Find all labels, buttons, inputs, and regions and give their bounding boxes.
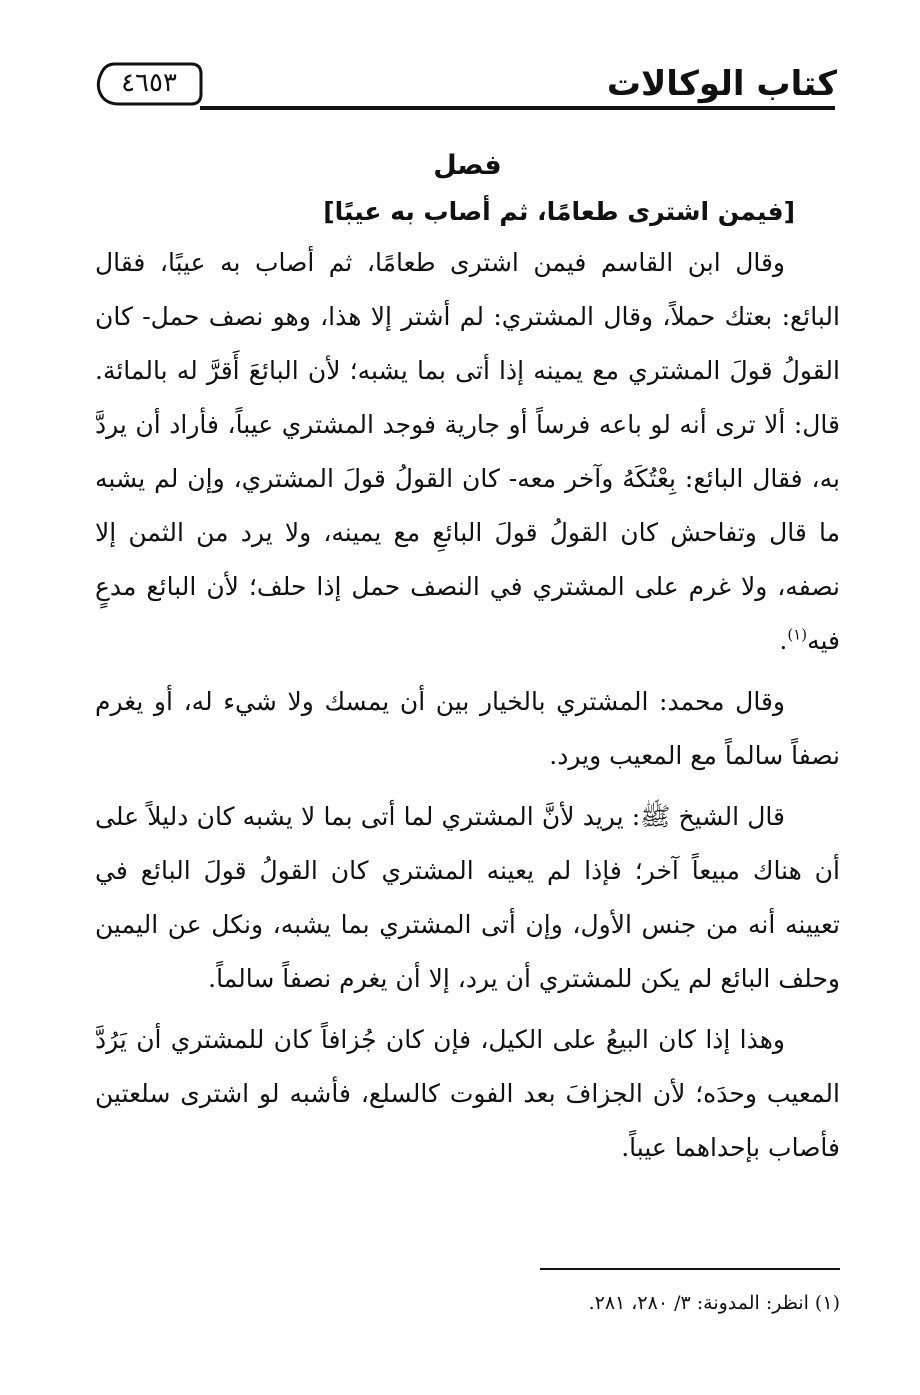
header-rule [200,106,835,110]
paragraph-4: وهذا إذا كان البيعُ على الكيل، فإن كان جُزافاً كان للمشتري أن يَرُدَّ المعيب وحدَه؛ لأن الجزافَ بعد الفوت كالسلع، فأشبه لو اشترى سلعتين فأصاب بإحداهما عيباً. [95,1025,840,1162]
paragraph-1-tail: . [779,626,788,655]
footnote-reference: (١) [787,625,808,644]
paragraph-1-text: وقال ابن القاسم فيمن اشترى طعامًا، ثم أصاب به عيبًا، فقال البائع: بعتك حملاً، وقال المشتري: لم أشتر إلا هذا، وهو نصف حمل- كان القولُ قولَ المشتري مع يمينه إذا أتى بما يشبه؛ لأن البائعَ أَقرَّ له بالمائة. قال: ألا ترى أنه لو باعه فرساً أو جارية فوجد المشتري عيباً، فأراد أن يردَّ به، فقال البائع: بِعْتُكَهُ وآخر معه- كان القولُ قولَ المشتري، وإن لم يشبه ما قال وتفاحش كان القولُ قولَ البائعِ مع يمينه، ولا يرد من الثمن إلا نصفه، ولا غرم على المشتري في النصف حمل إذا حلف؛ لأن البائع مدعٍ فيه [95,248,840,655]
page-number: ٤٦٥٣ [121,68,177,98]
page-header [95,52,845,122]
page-number-badge [95,60,203,108]
section-subtitle: [فيمن اشترى طعامًا، ثم أصاب به عيبًا] [323,197,795,226]
footnote-separator [540,1268,840,1270]
paragraph-2: وقال محمد: المشتري بالخيار بين أن يمسك ولا شيء له، أو يغرم نصفاً سالماً مع المعيب ويرد. [95,687,840,770]
paragraph-1 [95,236,840,668]
footnote: (١) انظر: المدونة: ٣/ ٢٨٠، ٢٨١. [588,1292,840,1314]
page-body [95,138,840,1182]
section-title: فصل [433,150,502,181]
book-title: كتاب الوكالات [606,64,837,104]
paragraph-3: قال الشيخ ﷺ: يريد لأنَّ المشتري لما أتى بما لا يشبه كان دليلاً على أن هناك مبيعاً آخر؛ فإذا لم يعينه المشتري كان القولُ قولَ البائع في تعيينه أنه من جنس الأول، وإن أتى المشتري بما يشبه، ونكل عن اليمين وحلف البائع لم يكن للمشتري أن يرد، إلا أن يغرم نصفاً سالماً. [95,802,840,993]
